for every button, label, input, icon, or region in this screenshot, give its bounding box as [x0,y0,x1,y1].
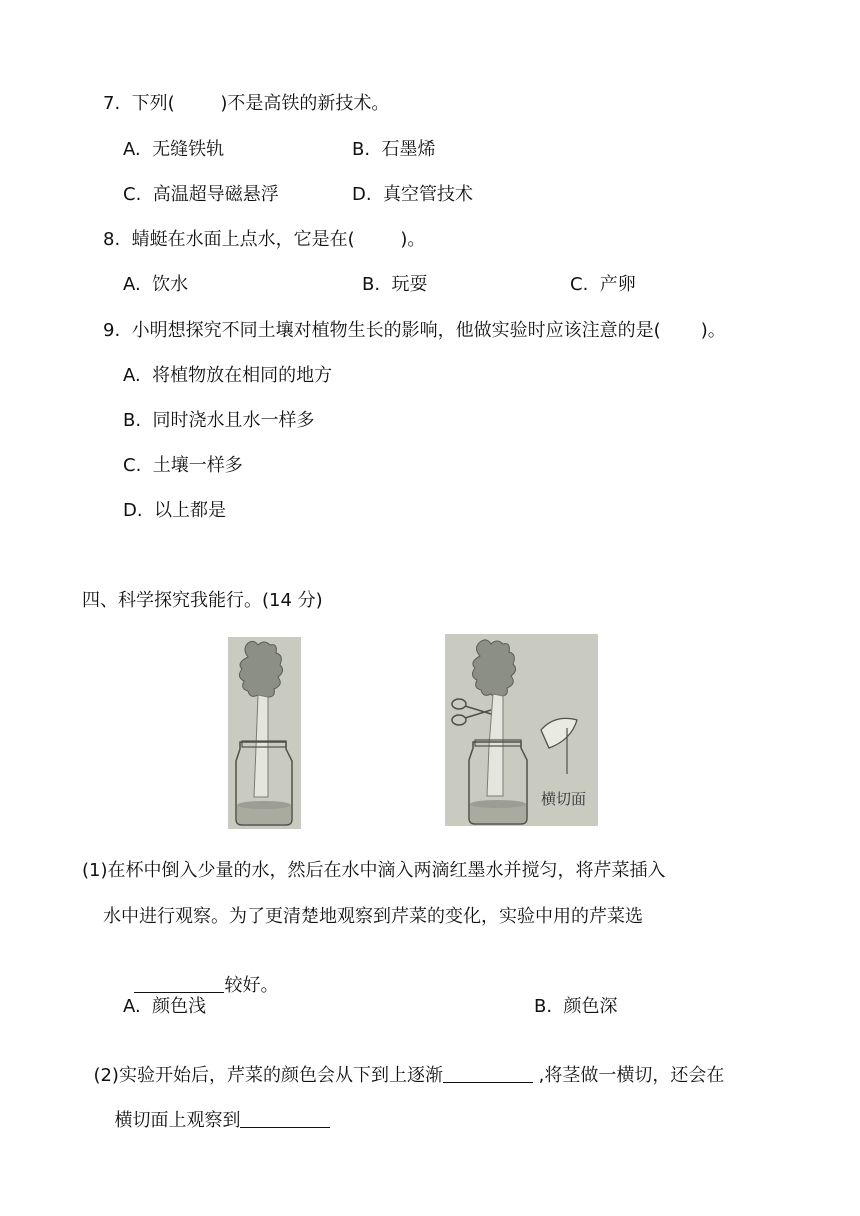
p2-line1-end: ,将茎做一横切，还会在 [532,1065,725,1086]
scissors-icon [452,699,491,725]
celery-cut-figure [445,634,598,826]
q9-option-c: C. 土壤一样多 [123,455,243,476]
q9-option-d: D. 以上都是 [123,500,227,521]
q9-option-a: A. 将植物放在相同的地方 [123,365,333,386]
p1-option-a: A. 颜色浅 [123,996,207,1017]
q7-stem: 7. 下列( )不是高铁的新技术。 [103,93,390,114]
cross-section-caption: 横切面 [541,790,587,808]
p1-option-b: B. 颜色深 [534,996,618,1017]
q8-option-b: B. 玩耍 [362,274,428,295]
q9-option-b: B. 同时浇水且水一样多 [123,410,315,431]
cross-section-shape [541,718,577,748]
q7-option-d: D. 真空管技术 [352,184,474,205]
p2-line2-text: 横切面上观察到 [114,1110,241,1131]
p1-line3 [123,950,278,998]
p2-line1 [82,1040,724,1088]
q8-stem: 8. 蜻蜓在水面上点水，它是在( )。 [103,229,426,250]
answer-blank[interactable] [443,1064,533,1083]
p1-line2: 水中进行观察。为了更清楚地观察到芹菜的变化，实验中用的芹菜选 [103,906,643,927]
q7-option-c: C. 高温超导磁悬浮 [123,184,279,205]
q9-stem: 9. 小明想探究不同土壤对植物生长的影响，他做实验时应该注意的是( )。 [103,320,726,341]
celery-jar-figure [228,637,301,829]
q8-option-a: A. 饮水 [123,274,189,295]
q7-option-b: B. 石墨烯 [352,139,436,160]
p2-line1-start: (2)实验开始后，芹菜的颜色会从下到上逐渐 [93,1065,443,1086]
p1-line1: (1)在杯中倒入少量的水，然后在水中滴入两滴红墨水并搅匀，将芹菜插入 [82,860,666,881]
q8-option-c: C. 产卵 [570,274,636,295]
section-4-title: 四、科学探究我能行。(14 分) [82,590,323,611]
p2-line2 [103,1085,330,1133]
celery-jar-illustration [228,637,301,829]
p1-line3-text: 较好。 [224,975,279,996]
answer-blank[interactable] [240,1109,330,1128]
q7-option-a: A. 无缝铁轨 [123,139,225,160]
answer-blank[interactable] [134,974,224,993]
